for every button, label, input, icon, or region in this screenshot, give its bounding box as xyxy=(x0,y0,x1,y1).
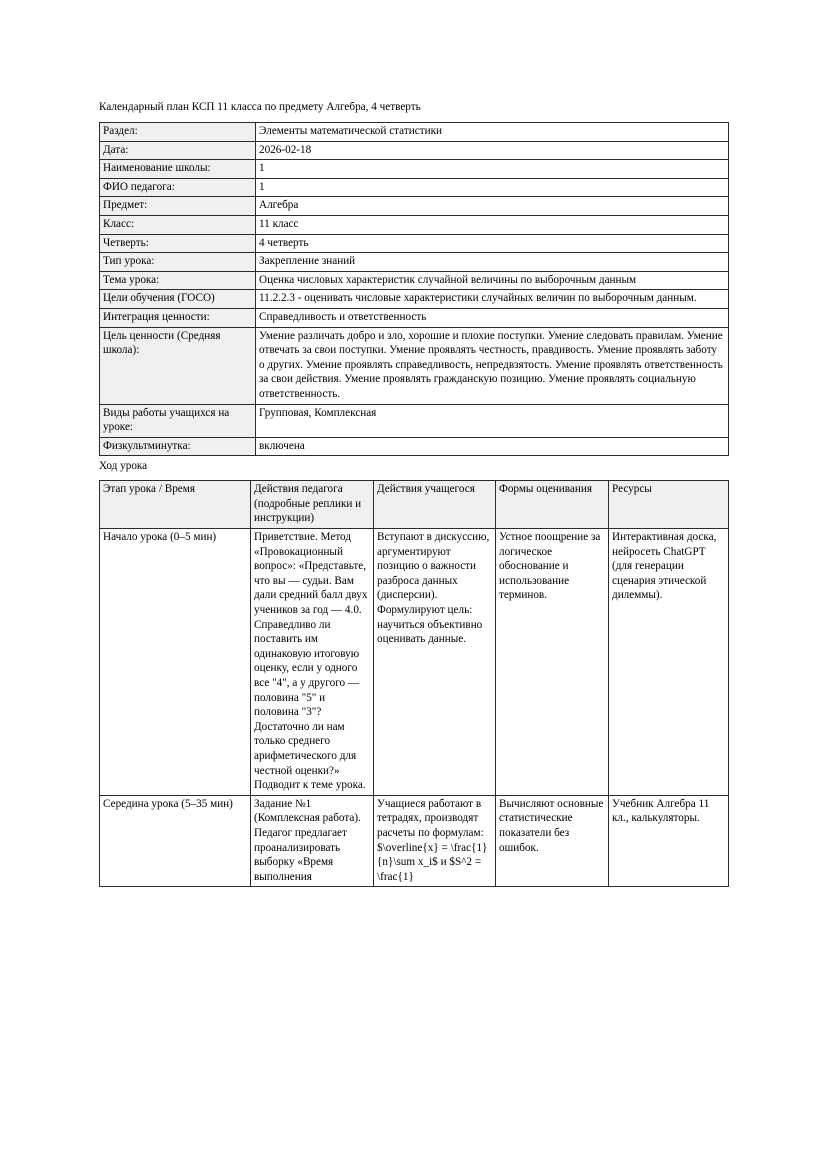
cell-stage: Середина урока (5–35 мин) xyxy=(100,795,251,887)
info-value: Справедливость и ответственность xyxy=(256,308,729,327)
info-value: Умение различать добро и зло, хорошие и плохие поступки. Умение следовать правилам. Умение отвечать за свои поступки. Умение проявлять честность, правдивость. Умение проявлять заботу о других. Умение проявлять справедливость, непредвзятость. Умение проявлять ответственность за свои действия. Умение проявлять гражданскую позицию. Умение проявлять социальную ответственность. xyxy=(256,327,729,404)
table-header-row xyxy=(100,481,729,529)
table-row xyxy=(100,404,729,437)
info-value: Алгебра xyxy=(256,197,729,216)
info-label: Предмет: xyxy=(100,197,256,216)
info-label: Тип урока: xyxy=(100,253,256,272)
info-value: Элементы математической статистики xyxy=(256,123,729,142)
info-label: Интеграция ценности: xyxy=(100,308,256,327)
info-label: ФИО педагога: xyxy=(100,178,256,197)
table-row xyxy=(100,795,729,887)
table-row xyxy=(100,234,729,253)
table-row xyxy=(100,290,729,309)
info-value: Групповая, Комплексная xyxy=(256,404,729,437)
cell-resources: Учебник Алгебра 11 кл., калькуляторы. xyxy=(609,795,729,887)
column-header-student-actions: Действия учащегося xyxy=(374,481,496,529)
table-row xyxy=(100,253,729,272)
info-label: Виды работы учащихся на уроке: xyxy=(100,404,256,437)
info-value: 1 xyxy=(256,178,729,197)
info-label: Раздел: xyxy=(100,123,256,142)
table-row xyxy=(100,437,729,456)
cell-stage: Начало урока (0–5 мин) xyxy=(100,529,251,796)
table-row xyxy=(100,215,729,234)
info-value: включена xyxy=(256,437,729,456)
table-row xyxy=(100,271,729,290)
cell-student-actions: Учащиеся работают в тетрадях, производят расчеты по формулам: $\overline{x} = \frac{1}{n}\sum x_i$ и $S^2 = \frac{1} xyxy=(374,795,496,887)
info-label: Цель ценности (Средняя школа): xyxy=(100,327,256,404)
cell-student-actions: Вступают в дискуссию, аргументируют позицию о важности разброса данных (дисперсии). Формулируют цель: научиться объективно оценивать данные. xyxy=(374,529,496,796)
column-header-stage: Этап урока / Время xyxy=(100,481,251,529)
table-row xyxy=(100,327,729,404)
info-label: Цели обучения (ГОСО) xyxy=(100,290,256,309)
table-row xyxy=(100,123,729,142)
lesson-flow-heading: Ход урока xyxy=(99,460,148,473)
table-row xyxy=(100,308,729,327)
table-row xyxy=(100,197,729,216)
flow-table-head xyxy=(100,481,729,529)
info-label: Тема урока: xyxy=(100,271,256,290)
table-row xyxy=(100,141,729,160)
table-row xyxy=(100,178,729,197)
info-value: 11.2.2.3 - оценивать числовые характеристики случайных величин по выборочным данным. xyxy=(256,290,729,309)
table-row xyxy=(100,529,729,796)
table-row xyxy=(100,160,729,179)
page-title: Календарный план КСП 11 класса по предмету Алгебра, 4 четверть xyxy=(99,101,421,113)
info-value: Закрепление знаний xyxy=(256,253,729,272)
document-page xyxy=(99,100,728,887)
lesson-info-table xyxy=(99,122,729,456)
cell-assessment: Устное поощрение за логическое обоснование и использование терминов. xyxy=(496,529,609,796)
column-header-resources: Ресурсы xyxy=(609,481,729,529)
info-value: 4 четверть xyxy=(256,234,729,253)
flow-table-body xyxy=(100,529,729,887)
info-label: Четверть: xyxy=(100,234,256,253)
info-value: 1 xyxy=(256,160,729,179)
column-header-teacher-actions: Действия педагога (подробные реплики и инструкции) xyxy=(251,481,374,529)
info-value: 2026-02-18 xyxy=(256,141,729,160)
info-label: Физкультминутка: xyxy=(100,437,256,456)
lesson-flow-table xyxy=(99,480,729,887)
info-label: Дата: xyxy=(100,141,256,160)
cell-assessment: Вычисляют основные статистические показатели без ошибок. xyxy=(496,795,609,887)
info-label: Наименование школы: xyxy=(100,160,256,179)
info-value: Оценка числовых характеристик случайной величины по выборочным данным xyxy=(256,271,729,290)
info-value: 11 класс xyxy=(256,215,729,234)
info-table-body xyxy=(100,123,729,456)
column-header-assessment: Формы оценивания xyxy=(496,481,609,529)
cell-teacher-actions: Приветствие. Метод «Провокационный вопрос»: «Представьте, что вы — судьи. Вам дали средний балл двух учеников за год — 4.0. Справедливо ли поставить им одинаковую итоговую оценку, если у одного все "4", а у другого — половина "5" и половина "3"? Достаточно ли нам только среднего арифметического для честной оценки?» Подводит к теме урока. xyxy=(251,529,374,796)
info-label: Класс: xyxy=(100,215,256,234)
cell-teacher-actions: Задание №1 (Комплексная работа). Педагог предлагает проанализировать выборку «Время выполнения xyxy=(251,795,374,887)
cell-resources: Интерактивная доска, нейросеть ChatGPT (для генерации сценария этической дилеммы). xyxy=(609,529,729,796)
